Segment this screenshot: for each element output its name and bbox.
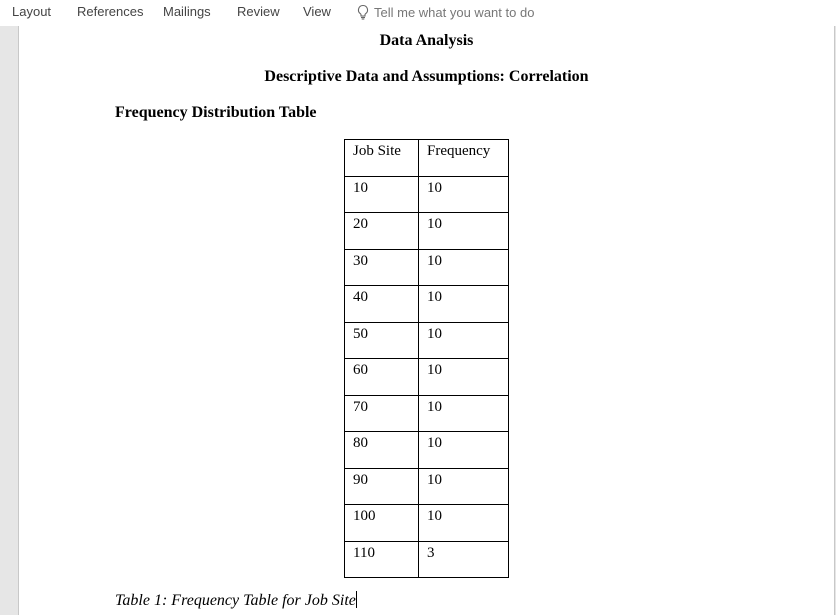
lightbulb-icon — [356, 4, 370, 20]
tab-view[interactable]: View — [303, 4, 331, 19]
table-cell[interactable]: 80 — [345, 432, 419, 469]
document-canvas — [0, 26, 836, 615]
table-cell[interactable]: 30 — [345, 249, 419, 286]
tab-review[interactable]: Review — [237, 4, 280, 19]
table-row — [345, 322, 509, 359]
table-row — [345, 541, 509, 578]
table-row — [345, 505, 509, 542]
table-cell[interactable]: 10 — [419, 468, 509, 505]
tab-layout[interactable]: Layout — [12, 4, 52, 19]
table-cell[interactable]: 10 — [419, 322, 509, 359]
table-cell[interactable]: 110 — [345, 541, 419, 578]
table-cell[interactable]: 60 — [345, 359, 419, 396]
ribbon-tab-bar — [0, 0, 836, 26]
table-cell[interactable]: 10 — [419, 395, 509, 432]
section-heading: Frequency Distribution Table — [115, 104, 317, 121]
tell-me-placeholder: Tell me what you want to do — [374, 5, 535, 20]
table-cell[interactable]: 40 — [345, 286, 419, 323]
table-cell[interactable]: 50 — [345, 322, 419, 359]
table-cell[interactable]: 10 — [419, 249, 509, 286]
table-row — [345, 213, 509, 250]
table-cell[interactable]: 10 — [419, 432, 509, 469]
table-cell[interactable]: 3 — [419, 541, 509, 578]
table-header-cell[interactable]: Job Site — [345, 140, 419, 177]
table-cell[interactable]: 10 — [419, 213, 509, 250]
document-page[interactable] — [18, 26, 835, 615]
tell-me-search[interactable] — [356, 4, 534, 20]
text-cursor — [356, 591, 357, 608]
frequency-table — [344, 139, 509, 578]
table-header-row — [345, 140, 509, 177]
table-cell[interactable]: 10 — [419, 359, 509, 396]
table-row — [345, 249, 509, 286]
table-cell[interactable]: 10 — [419, 505, 509, 542]
table-cell[interactable]: 100 — [345, 505, 419, 542]
table-header-cell[interactable]: Frequency — [419, 140, 509, 177]
table-cell[interactable]: 10 — [345, 176, 419, 213]
table-row — [345, 468, 509, 505]
table-caption — [115, 591, 357, 610]
document-subtitle: Descriptive Data and Assumptions: Correlation — [264, 68, 589, 85]
table-cell[interactable]: 70 — [345, 395, 419, 432]
table-cell[interactable]: 10 — [419, 176, 509, 213]
table-cell[interactable]: 90 — [345, 468, 419, 505]
document-title: Data Analysis — [379, 32, 474, 49]
table-row — [345, 176, 509, 213]
tab-mailings[interactable]: Mailings — [163, 4, 211, 19]
table-row — [345, 395, 509, 432]
tab-references[interactable]: References — [77, 4, 144, 19]
caption-text: Table 1: Frequency Table for Job Site — [115, 592, 356, 609]
table-row — [345, 286, 509, 323]
table-row — [345, 359, 509, 396]
table-cell[interactable]: 10 — [419, 286, 509, 323]
table-cell[interactable]: 20 — [345, 213, 419, 250]
table-row — [345, 432, 509, 469]
